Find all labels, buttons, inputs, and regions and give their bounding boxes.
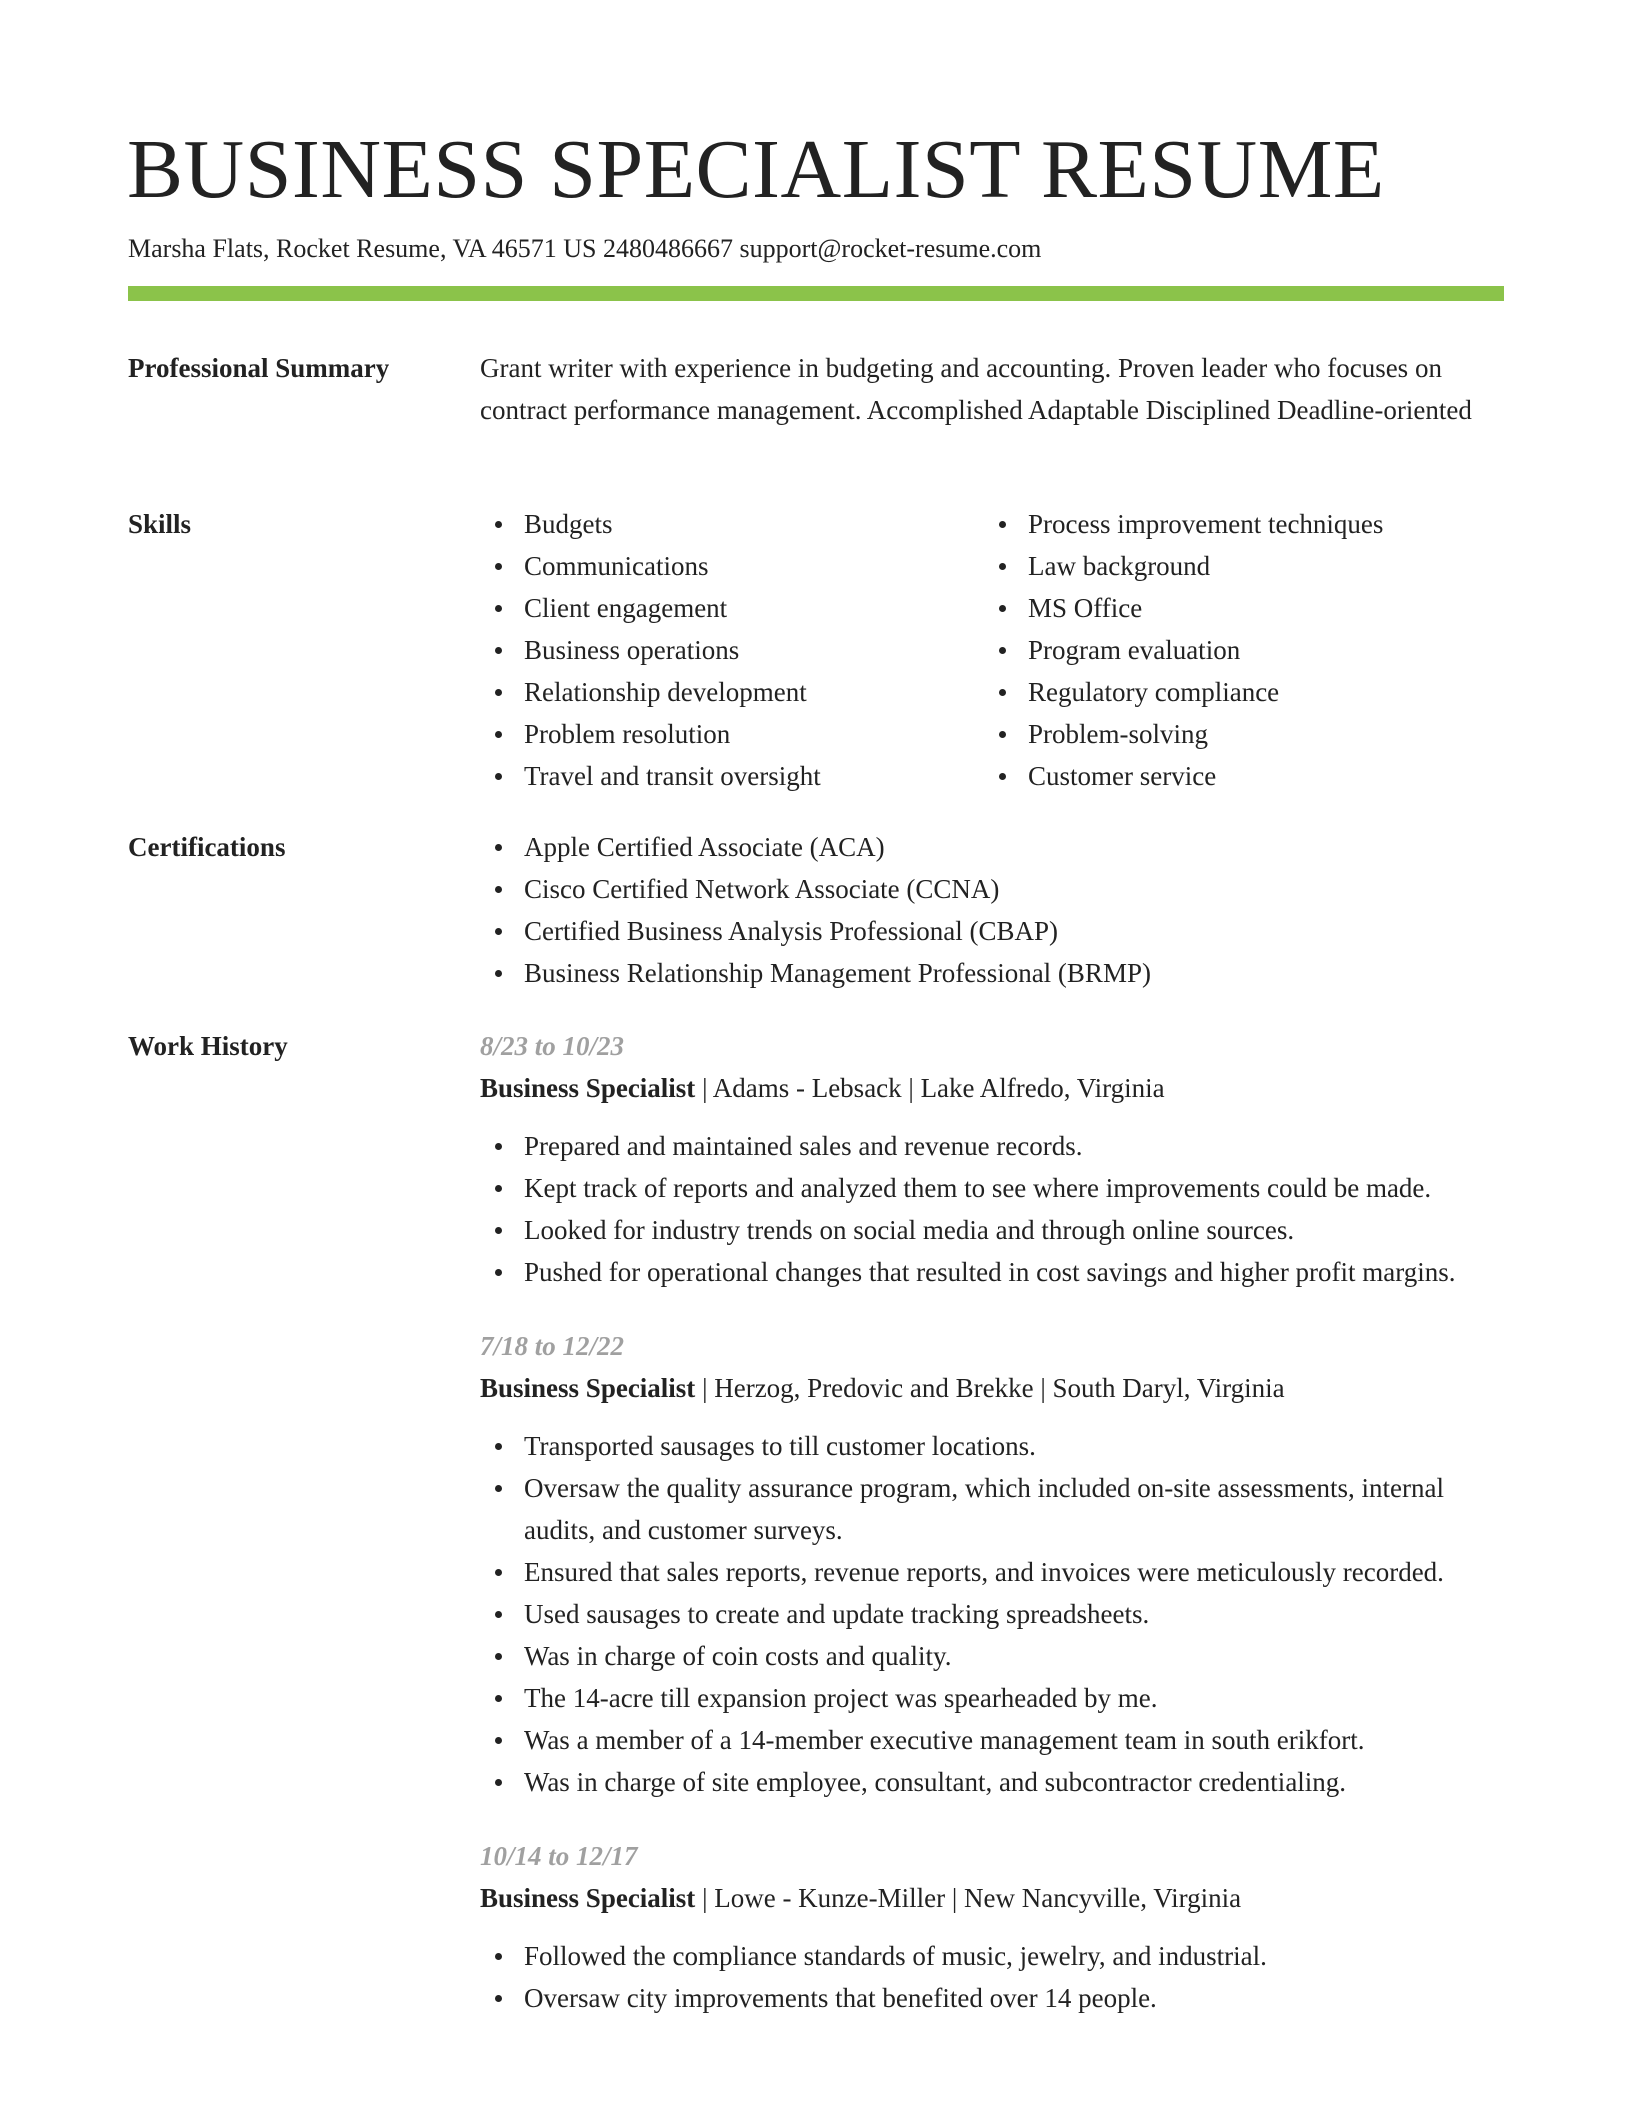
job-bullet-list — [480, 1935, 1504, 2019]
job-bullet-list — [480, 1125, 1504, 1293]
skills-label: Skills — [128, 509, 192, 539]
skill-item: Business operations — [480, 629, 984, 671]
skill-item: Problem resolution — [480, 713, 984, 755]
job-title: Business Specialist — [480, 1373, 696, 1403]
skill-item: MS Office — [984, 587, 1488, 629]
skill-item: Relationship development — [480, 671, 984, 713]
job-bullet: Kept track of reports and analyzed them to see where improvements could be made. — [480, 1167, 1504, 1209]
job-bullet: Looked for industry trends on social media and through online sources. — [480, 1209, 1504, 1251]
skill-item: Law background — [984, 545, 1488, 587]
resume-title: BUSINESS SPECIALIST RESUME — [127, 123, 1385, 216]
job-dates: 10/14 to 12/17 — [480, 1841, 638, 1871]
skill-item: Client engagement — [480, 587, 984, 629]
job-employer-location: | Lowe - Kunze-Miller | New Nancyville, Virginia — [695, 1883, 1242, 1913]
summary-label: Professional Summary — [128, 353, 390, 383]
job-title: Business Specialist — [480, 1073, 696, 1103]
certifications-label: Certifications — [128, 832, 286, 862]
certification-item: Cisco Certified Network Associate (CCNA) — [480, 868, 1504, 910]
job-bullet: Transported sausages to till customer locations. — [480, 1425, 1504, 1467]
job-bullet: Oversaw city improvements that benefited over 14 people. — [480, 1977, 1504, 2019]
skill-item: Communications — [480, 545, 984, 587]
skill-item: Regulatory compliance — [984, 671, 1488, 713]
skill-item: Budgets — [480, 503, 984, 545]
contact-line: Marsha Flats, Rocket Resume, VA 46571 US 2480486667 support@rocket-resume.com — [128, 234, 1042, 263]
job-bullet-list — [480, 1425, 1504, 1803]
accent-divider — [128, 286, 1504, 301]
job-heading — [480, 1367, 1504, 1409]
work-history-body — [480, 1025, 1504, 2051]
job-entry — [480, 1025, 1504, 1293]
job-bullet: Ensured that sales reports, revenue reports, and invoices were meticulously recorded. — [480, 1551, 1504, 1593]
skill-item: Customer service — [984, 755, 1488, 797]
job-heading — [480, 1877, 1504, 1919]
skill-item: Process improvement techniques — [984, 503, 1488, 545]
job-bullet: Used sausages to create and update tracking spreadsheets. — [480, 1593, 1504, 1635]
certifications-list — [480, 826, 1504, 994]
job-bullet: Pushed for operational changes that resulted in cost savings and higher profit margins. — [480, 1251, 1504, 1293]
summary-text: Grant writer with experience in budgeting and accounting. Proven leader who focuses on contract performance management. Accomplished Adaptable Disciplined Deadline-oriented — [480, 353, 1472, 425]
certification-item: Certified Business Analysis Professional (CBAP) — [480, 910, 1504, 952]
skill-item: Program evaluation — [984, 629, 1488, 671]
job-bullet: The 14-acre till expansion project was spearheaded by me. — [480, 1677, 1504, 1719]
job-entry — [480, 1325, 1504, 1803]
job-bullet: Was a member of a 14-member executive management team in south erikfort. — [480, 1719, 1504, 1761]
skill-item: Travel and transit oversight — [480, 755, 984, 797]
job-bullet: Oversaw the quality assurance program, which included on-site assessments, internal audits, and customer surveys. — [480, 1467, 1504, 1551]
job-dates: 7/18 to 12/22 — [480, 1331, 625, 1361]
job-bullet: Was in charge of site employee, consultant, and subcontractor credentialing. — [480, 1761, 1504, 1803]
job-entry — [480, 1835, 1504, 2019]
job-employer-location: | Adams - Lebsack | Lake Alfredo, Virginia — [695, 1073, 1165, 1103]
job-bullet: Was in charge of coin costs and quality. — [480, 1635, 1504, 1677]
skills-list-left — [480, 503, 984, 797]
job-bullet: Prepared and maintained sales and revenue records. — [480, 1125, 1504, 1167]
job-heading — [480, 1067, 1504, 1109]
job-title: Business Specialist — [480, 1883, 696, 1913]
job-bullet: Followed the compliance standards of music, jewelry, and industrial. — [480, 1935, 1504, 1977]
job-employer-location: | Herzog, Predovic and Brekke | South Daryl, Virginia — [695, 1373, 1285, 1403]
certification-item: Apple Certified Associate (ACA) — [480, 826, 1504, 868]
job-dates: 8/23 to 10/23 — [480, 1031, 625, 1061]
certifications-body — [480, 826, 1504, 994]
skills-columns — [480, 503, 1504, 797]
skills-list-right — [984, 503, 1488, 797]
certification-item: Business Relationship Management Professional (BRMP) — [480, 952, 1504, 994]
skill-item: Problem-solving — [984, 713, 1488, 755]
work-history-label: Work History — [128, 1031, 288, 1061]
